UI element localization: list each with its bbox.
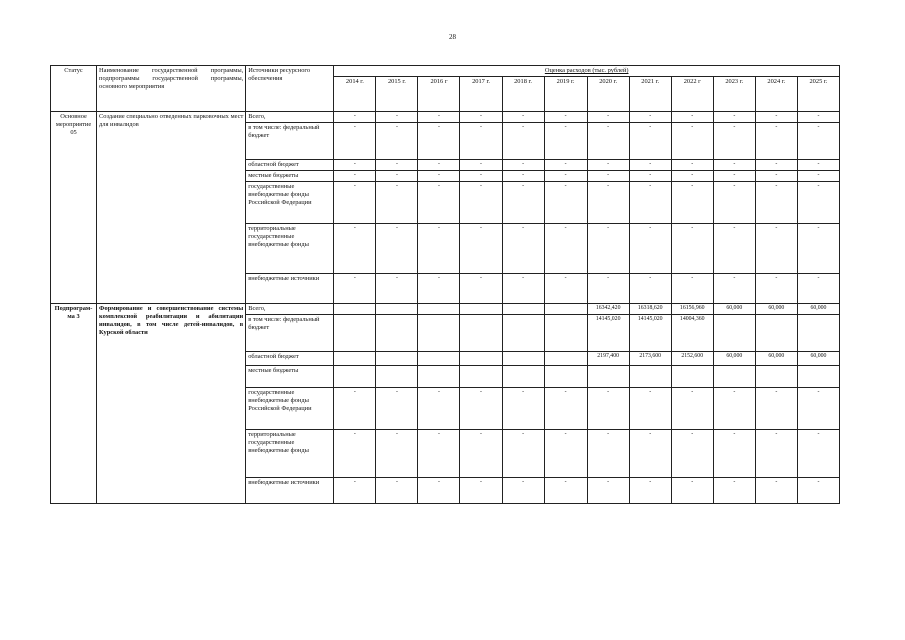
row-funding-source: государственные внебюджетные фонды Российской Федерации: [246, 388, 334, 430]
value-cell: -: [755, 274, 797, 304]
value-cell: -: [713, 478, 755, 504]
header-year: 2016 г: [418, 77, 460, 112]
header-year: 2014 г.: [334, 77, 376, 112]
row-funding-source: внебюджетные источники: [246, 274, 334, 304]
value-cell: -: [629, 160, 671, 171]
value-cell: -: [671, 478, 713, 504]
value-cell: -: [629, 274, 671, 304]
value-cell: [460, 366, 502, 388]
value-cell: -: [629, 478, 671, 504]
value-cell: -: [544, 430, 587, 478]
value-cell: [418, 304, 460, 315]
value-cell: -: [629, 171, 671, 182]
value-cell: -: [418, 430, 460, 478]
header-year: 2020 г.: [587, 77, 629, 112]
value-cell: -: [587, 171, 629, 182]
value-cell: -: [376, 224, 418, 274]
value-cell: -: [755, 478, 797, 504]
header-year: 2024 г.: [755, 77, 797, 112]
value-cell: -: [797, 112, 839, 123]
value-cell: -: [671, 171, 713, 182]
value-cell: 60,000: [713, 352, 755, 366]
value-cell: -: [460, 224, 502, 274]
value-cell: -: [460, 478, 502, 504]
header-year: 2021 г.: [629, 77, 671, 112]
value-cell: -: [418, 274, 460, 304]
value-cell: [418, 352, 460, 366]
value-cell: -: [544, 224, 587, 274]
value-cell: 60,000: [797, 352, 839, 366]
header-year: 2022 г: [671, 77, 713, 112]
row-funding-source: территориальные государственные внебюджетные фонды: [246, 430, 334, 478]
value-cell: -: [460, 112, 502, 123]
value-cell: -: [587, 112, 629, 123]
value-cell: -: [544, 123, 587, 160]
value-cell: -: [502, 112, 544, 123]
value-cell: -: [544, 388, 587, 430]
value-cell: [797, 315, 839, 352]
row-funding-source: Всего,: [246, 112, 334, 123]
value-cell: -: [544, 171, 587, 182]
table-row: [51, 304, 840, 315]
value-cell: -: [797, 430, 839, 478]
value-cell: -: [460, 171, 502, 182]
row-status: Основное мероприятие 05: [51, 112, 97, 304]
row-funding-source: внебюджетные источники: [246, 478, 334, 504]
row-funding-source: государственные внебюджетные фонды Российской Федерации: [246, 182, 334, 224]
table-body: [51, 112, 840, 504]
value-cell: -: [629, 112, 671, 123]
value-cell: -: [797, 160, 839, 171]
header-source: Источники ресурсного обеспечения: [246, 66, 334, 112]
value-cell: -: [713, 224, 755, 274]
value-cell: -: [671, 388, 713, 430]
value-cell: -: [376, 160, 418, 171]
value-cell: [797, 366, 839, 388]
value-cell: -: [755, 160, 797, 171]
value-cell: -: [502, 224, 544, 274]
value-cell: -: [418, 112, 460, 123]
value-cell: -: [418, 160, 460, 171]
value-cell: -: [797, 478, 839, 504]
value-cell: -: [460, 388, 502, 430]
value-cell: -: [460, 160, 502, 171]
header-row: [51, 66, 840, 77]
value-cell: -: [671, 160, 713, 171]
value-cell: [713, 315, 755, 352]
budget-table: [50, 65, 840, 504]
value-cell: [629, 366, 671, 388]
value-cell: 60,000: [755, 304, 797, 315]
value-cell: -: [587, 160, 629, 171]
value-cell: -: [713, 430, 755, 478]
value-cell: 60,000: [755, 352, 797, 366]
row-funding-source: областной бюджет: [246, 160, 334, 171]
value-cell: [502, 366, 544, 388]
value-cell: 2152,600: [671, 352, 713, 366]
value-cell: -: [418, 478, 460, 504]
value-cell: -: [544, 160, 587, 171]
value-cell: -: [460, 123, 502, 160]
value-cell: [376, 352, 418, 366]
value-cell: 16156,960: [671, 304, 713, 315]
value-cell: -: [797, 224, 839, 274]
value-cell: -: [671, 224, 713, 274]
value-cell: -: [502, 171, 544, 182]
value-cell: -: [587, 430, 629, 478]
value-cell: -: [502, 123, 544, 160]
value-cell: -: [713, 274, 755, 304]
row-funding-source: местные бюджеты: [246, 366, 334, 388]
value-cell: [544, 315, 587, 352]
value-cell: -: [797, 274, 839, 304]
value-cell: [713, 366, 755, 388]
value-cell: -: [755, 182, 797, 224]
value-cell: -: [713, 123, 755, 160]
value-cell: -: [713, 160, 755, 171]
value-cell: -: [376, 171, 418, 182]
row-status: Подпрограм-ма 3: [51, 304, 97, 504]
table-row: [51, 112, 840, 123]
value-cell: -: [418, 123, 460, 160]
value-cell: -: [544, 274, 587, 304]
value-cell: -: [587, 478, 629, 504]
value-cell: -: [502, 274, 544, 304]
value-cell: -: [797, 388, 839, 430]
value-cell: -: [376, 388, 418, 430]
value-cell: -: [755, 388, 797, 430]
value-cell: -: [334, 430, 376, 478]
value-cell: [502, 304, 544, 315]
value-cell: -: [376, 274, 418, 304]
header-status: Статус: [51, 66, 97, 112]
value-cell: -: [587, 123, 629, 160]
value-cell: [460, 352, 502, 366]
value-cell: -: [376, 112, 418, 123]
value-cell: -: [334, 123, 376, 160]
value-cell: -: [502, 160, 544, 171]
value-cell: -: [629, 430, 671, 478]
value-cell: -: [418, 224, 460, 274]
value-cell: [544, 304, 587, 315]
header-year: 2015 г.: [376, 77, 418, 112]
value-cell: 2173,600: [629, 352, 671, 366]
value-cell: -: [671, 112, 713, 123]
value-cell: -: [587, 224, 629, 274]
value-cell: -: [629, 182, 671, 224]
value-cell: -: [629, 123, 671, 160]
value-cell: -: [671, 274, 713, 304]
value-cell: [460, 304, 502, 315]
value-cell: 16318,620: [629, 304, 671, 315]
value-cell: -: [629, 388, 671, 430]
page-number: 28: [449, 33, 456, 41]
value-cell: -: [418, 182, 460, 224]
value-cell: -: [587, 388, 629, 430]
value-cell: [376, 315, 418, 352]
row-funding-source: в том числе: федеральный бюджет: [246, 315, 334, 352]
value-cell: -: [502, 182, 544, 224]
header-year: 2019 г.: [544, 77, 587, 112]
row-funding-source: в том числе: федеральный бюджет: [246, 123, 334, 160]
value-cell: -: [376, 430, 418, 478]
value-cell: -: [544, 112, 587, 123]
value-cell: -: [671, 182, 713, 224]
value-cell: -: [713, 171, 755, 182]
row-funding-source: областной бюджет: [246, 352, 334, 366]
value-cell: -: [755, 171, 797, 182]
value-cell: 14145,020: [587, 315, 629, 352]
header-year: 2018 г.: [502, 77, 544, 112]
value-cell: -: [334, 274, 376, 304]
value-cell: -: [713, 112, 755, 123]
value-cell: -: [460, 274, 502, 304]
value-cell: -: [334, 388, 376, 430]
value-cell: -: [460, 182, 502, 224]
value-cell: -: [418, 171, 460, 182]
value-cell: -: [671, 123, 713, 160]
value-cell: [587, 366, 629, 388]
value-cell: -: [713, 388, 755, 430]
value-cell: [502, 315, 544, 352]
value-cell: [418, 366, 460, 388]
value-cell: -: [797, 182, 839, 224]
row-funding-source: территориальные государственные внебюджетные фонды: [246, 224, 334, 274]
value-cell: [460, 315, 502, 352]
value-cell: [544, 352, 587, 366]
value-cell: -: [334, 160, 376, 171]
row-funding-source: Всего,: [246, 304, 334, 315]
value-cell: [334, 315, 376, 352]
value-cell: -: [502, 478, 544, 504]
value-cell: [418, 315, 460, 352]
value-cell: -: [797, 171, 839, 182]
value-cell: 16342,420: [587, 304, 629, 315]
value-cell: -: [334, 224, 376, 274]
value-cell: -: [418, 388, 460, 430]
value-cell: [544, 366, 587, 388]
value-cell: -: [755, 123, 797, 160]
value-cell: -: [334, 478, 376, 504]
value-cell: 60,000: [797, 304, 839, 315]
value-cell: -: [755, 224, 797, 274]
value-cell: [334, 366, 376, 388]
value-cell: [376, 304, 418, 315]
value-cell: -: [460, 430, 502, 478]
header-estimate: Оценка расходов (тыс. рублей): [334, 66, 840, 77]
value-cell: -: [797, 123, 839, 160]
value-cell: -: [755, 112, 797, 123]
value-cell: -: [713, 182, 755, 224]
value-cell: -: [671, 430, 713, 478]
value-cell: -: [629, 224, 671, 274]
value-cell: -: [587, 274, 629, 304]
value-cell: 14145,020: [629, 315, 671, 352]
value-cell: [755, 366, 797, 388]
value-cell: -: [587, 182, 629, 224]
value-cell: [502, 352, 544, 366]
value-cell: -: [544, 182, 587, 224]
value-cell: -: [755, 430, 797, 478]
row-program-name: Формирование и совершенствование системы комплексной реабилитации и абилитации инвалидов, в том числе детей-инвалидов, в Курской области: [97, 304, 246, 504]
value-cell: -: [502, 388, 544, 430]
value-cell: [755, 315, 797, 352]
value-cell: -: [334, 171, 376, 182]
value-cell: 2197,400: [587, 352, 629, 366]
value-cell: -: [544, 478, 587, 504]
value-cell: [671, 366, 713, 388]
header-name: Наименование государственной программы, подпрограммы государственной программы, основного мероприятия: [97, 66, 246, 112]
row-funding-source: местные бюджеты: [246, 171, 334, 182]
row-program-name: Создание специально отведенных парковочных мест для инвалидов: [97, 112, 246, 304]
value-cell: -: [334, 112, 376, 123]
value-cell: [334, 304, 376, 315]
value-cell: 14004,360: [671, 315, 713, 352]
value-cell: -: [502, 430, 544, 478]
value-cell: 60,000: [713, 304, 755, 315]
value-cell: [334, 352, 376, 366]
value-cell: -: [376, 478, 418, 504]
value-cell: -: [376, 182, 418, 224]
value-cell: -: [376, 123, 418, 160]
value-cell: -: [334, 182, 376, 224]
value-cell: [376, 366, 418, 388]
header-year: 2023 г.: [713, 77, 755, 112]
header-year: 2025 г.: [797, 77, 839, 112]
header-year: 2017 г.: [460, 77, 502, 112]
